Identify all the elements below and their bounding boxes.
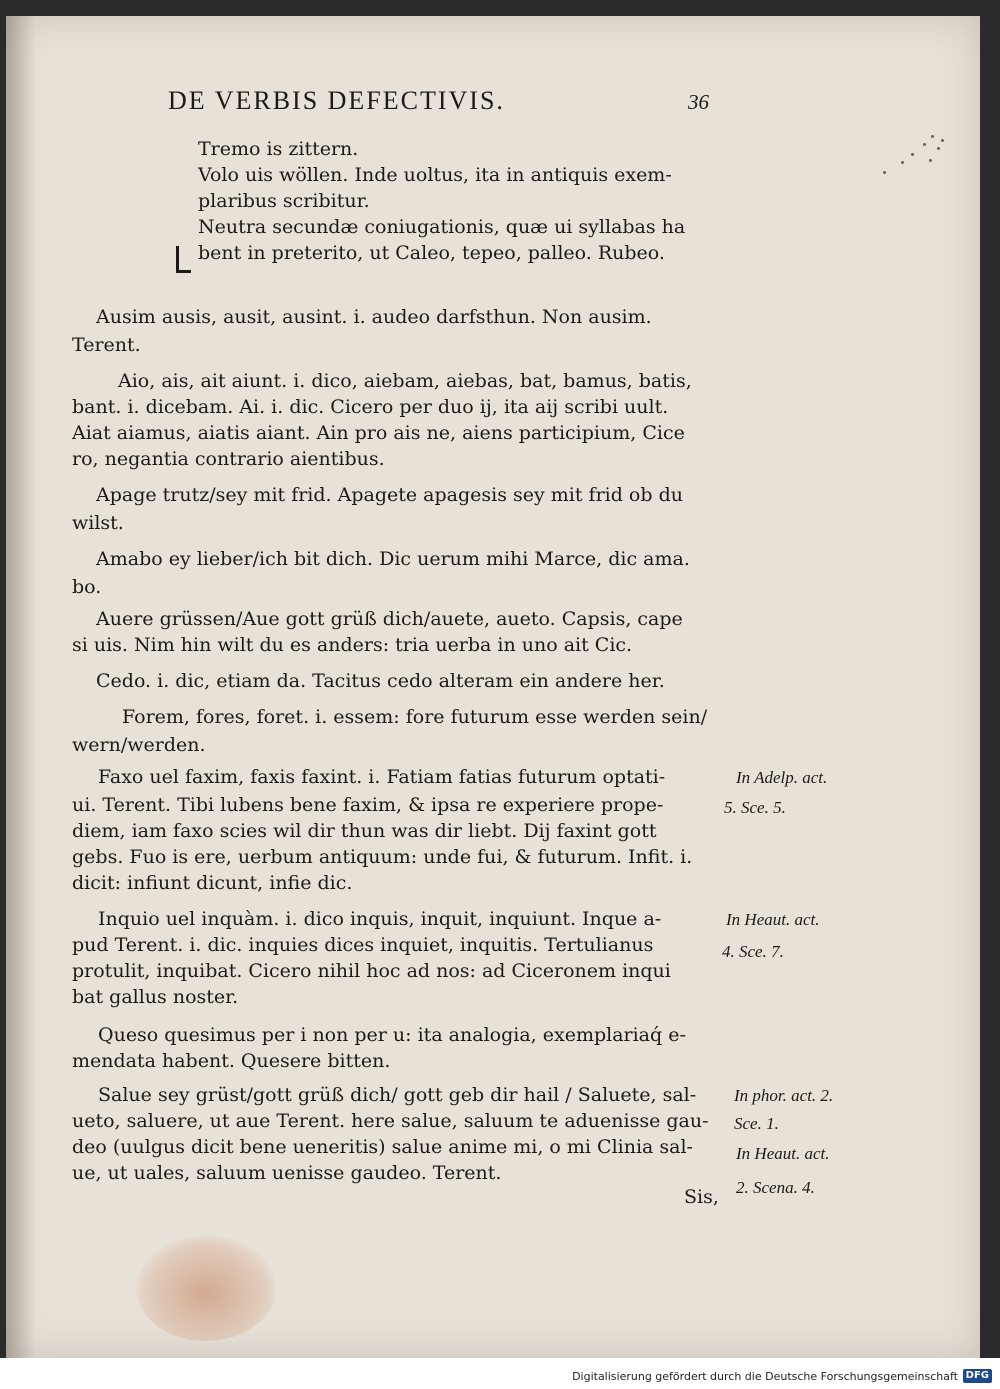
- body-line: Ausim ausis, ausit, ausint. i. audeo darfsthun. Non ausim.: [96, 306, 652, 328]
- body-line: wern/werden.: [72, 734, 206, 756]
- body-line: Terent.: [72, 334, 141, 356]
- page-number: 36: [688, 90, 709, 114]
- body-line: bant. i. dicebam. Ai. i. dic. Cicero per duo ij, ita aij scribi uult.: [72, 396, 669, 418]
- margin-note: In Heaut. act.: [736, 1144, 830, 1163]
- intro-line: Volo uis wöllen. Inde uoltus, ita in antiquis exem-: [198, 164, 672, 186]
- body-line: ueto, saluere, ut aue Terent. here salue, saluum te aduenisse gau-: [72, 1110, 709, 1132]
- initial-bracket: [176, 246, 191, 273]
- body-line: wilst.: [72, 512, 124, 534]
- body-line: Amabo ey lieber/ich bit dich. Dic uerum mihi Marce, dic ama.: [96, 548, 690, 570]
- margin-note: 5. Sce. 5.: [724, 798, 786, 817]
- body-line: Faxo uel faxim, faxis faxint. i. Fatiam fatias futurum optati-: [98, 766, 666, 788]
- intro-line: bent in preterito, ut Caleo, tepeo, palleo. Rubeo.: [198, 242, 665, 264]
- intro-line: plaribus scribitur.: [198, 190, 370, 212]
- body-line: ue, ut uales, saluum uenisse gaudeo. Terent.: [72, 1162, 502, 1184]
- body-line: mendata habent. Quesere bitten.: [72, 1050, 391, 1072]
- body-line: Auere grüssen/Aue gott grüß dich/auete, aueto. Capsis, cape: [96, 608, 683, 630]
- paper-specks: [871, 131, 951, 191]
- body-line: dicit: infiunt dicunt, infie dic.: [72, 872, 353, 894]
- body-line: ui. Terent. Tibi lubens bene faxim, & ipsa re experiere prope-: [72, 794, 664, 816]
- body-line: Aiat aiamus, aiatis aiant. Ain pro ais ne, aiens participium, Cice: [72, 422, 685, 444]
- body-line: Cedo. i. dic, etiam da. Tacitus cedo alteram ein andere her.: [96, 670, 665, 692]
- water-stain: [136, 1236, 276, 1341]
- body-line: protulit, inquibat. Cicero nihil hoc ad nos: ad Ciceronem inqui: [72, 960, 671, 982]
- body-line: pud Terent. i. dic. inquies dices inquiet, inquitis. Tertulianus: [72, 934, 654, 956]
- digitization-footer: [0, 1358, 1000, 1389]
- body-line: Aio, ais, ait aiunt. i. dico, aiebam, aiebas, bat, bamus, batis,: [118, 370, 692, 392]
- running-title: DE VERBIS DEFECTIVIS.: [168, 86, 505, 115]
- body-line: gebs. Fuo is ere, uerbum antiquum: unde fui, & futurum. Infit. i.: [72, 846, 693, 868]
- margin-note: 2. Scena. 4.: [736, 1178, 815, 1197]
- funding-credit: Digitalisierung gefördert durch die Deutsche Forschungsgemeinschaft: [572, 1370, 958, 1383]
- margin-note: 4. Sce. 7.: [722, 942, 784, 961]
- body-line: bat gallus noster.: [72, 986, 239, 1008]
- body-line: si uis. Nim hin wilt du es anders: tria uerba in uno ait Cic.: [72, 634, 633, 656]
- body-line: bo.: [72, 576, 102, 598]
- dfg-logo: DFG: [963, 1369, 992, 1383]
- body-line: Queso quesimus per i non per u: ita analogia, exemplariaq́ e-: [98, 1024, 686, 1046]
- body-line: diem, iam faxo scies wil dir thun was dir liebt. Dij faxint gott: [72, 820, 657, 842]
- body-line: deo (uulgus dicit bene ueneritis) salue anime mi, o mi Clinia sal-: [72, 1136, 693, 1158]
- body-line: ro, negantia contrario aientibus.: [72, 448, 385, 470]
- margin-note: Sce. 1.: [734, 1114, 779, 1133]
- body-line: Salue sey grüst/gott grüß dich/ gott geb dir hail / Saluete, sal-: [98, 1084, 697, 1106]
- margin-note: In Adelp. act.: [736, 768, 828, 787]
- catchword: Sis,: [684, 1186, 719, 1208]
- intro-line: Tremo is zittern.: [198, 138, 359, 160]
- gutter-shadow: [6, 16, 36, 1358]
- body-line: Inquio uel inquàm. i. dico inquis, inquit, inquiunt. Inque a-: [98, 908, 662, 930]
- intro-line: Neutra secundæ coniugationis, quæ ui syllabas ha: [198, 216, 686, 238]
- body-line: Forem, fores, foret. i. essem: fore futurum esse werden sein/: [122, 706, 708, 728]
- margin-note: In Heaut. act.: [726, 910, 820, 929]
- body-line: Apage trutz/sey mit frid. Apagete apagesis sey mit frid ob du: [96, 484, 683, 506]
- margin-note: In phor. act. 2.: [734, 1086, 834, 1105]
